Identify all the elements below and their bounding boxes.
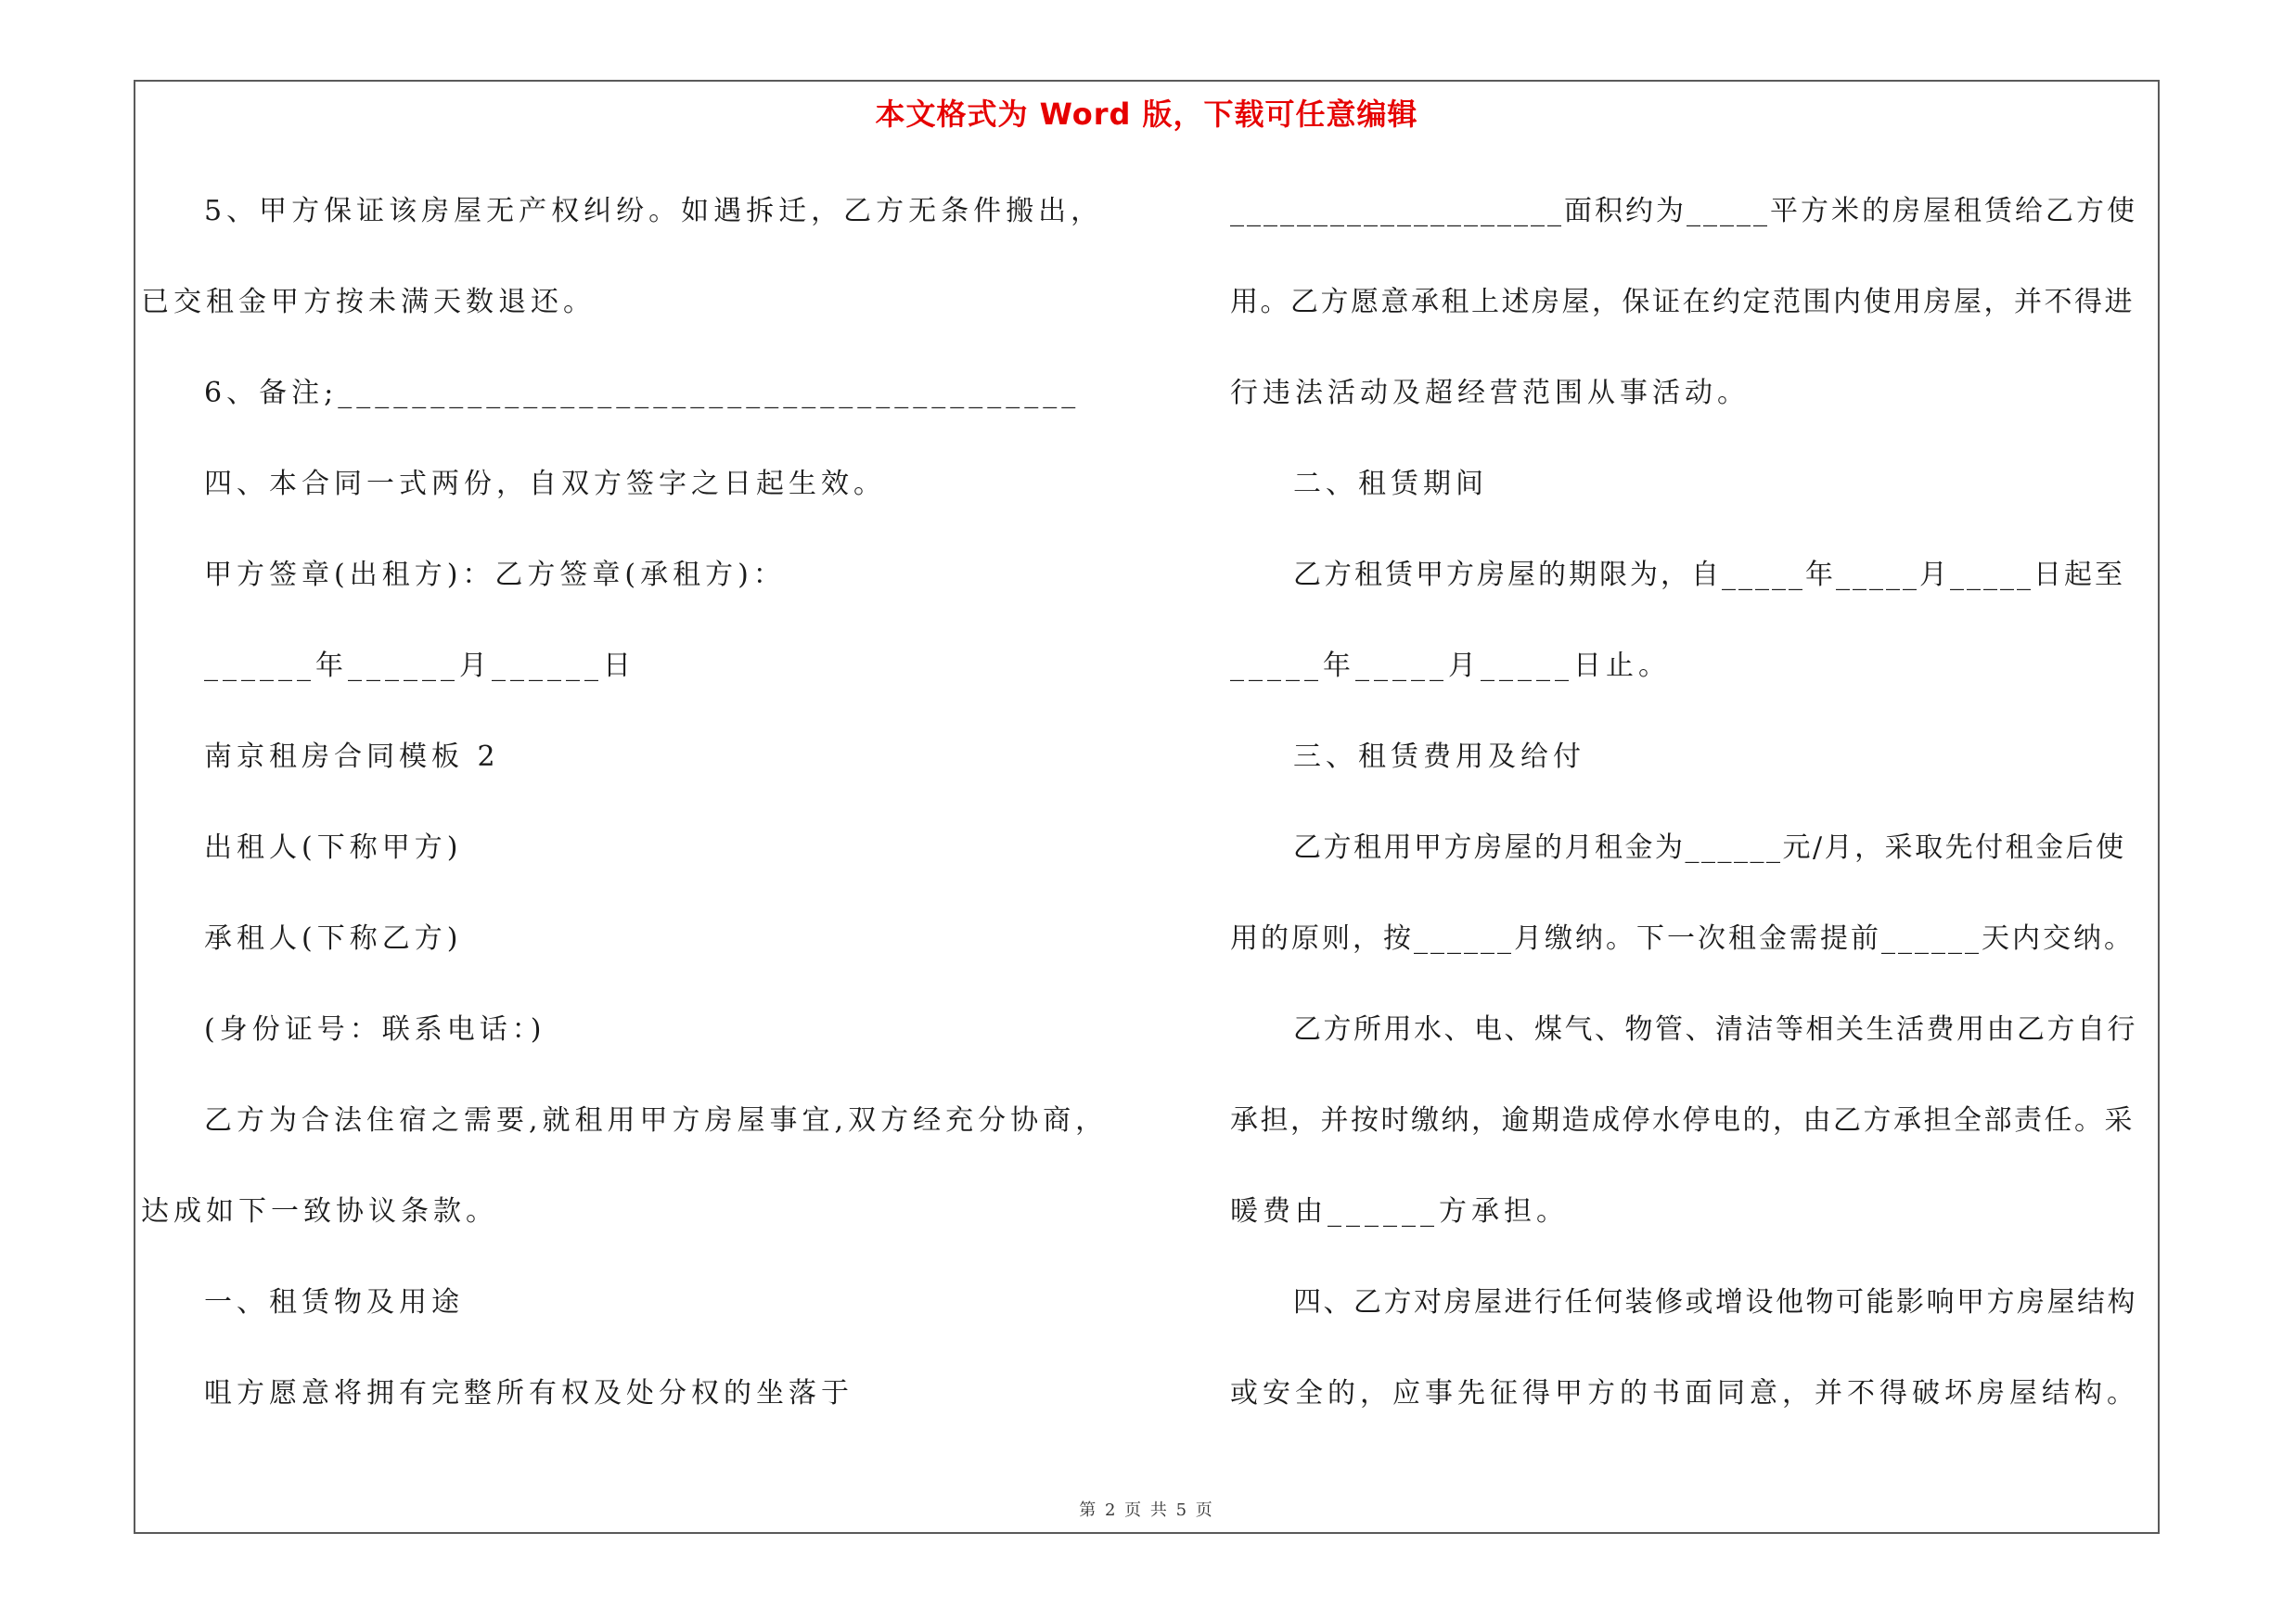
left-line-3: 6、备注;________________________________________: [204, 377, 1081, 409]
right-line-6: _____年_____月_____日止。: [1230, 650, 1671, 682]
left-line-2: 已交租金甲方按未满天数退还。: [141, 286, 596, 318]
right-line-8: 乙方租用甲方房屋的月租金为______元/月，采取先付租金后使: [1293, 831, 2126, 864]
left-line-10: (身份证号：联系电话：): [204, 1013, 546, 1046]
left-line-5: 甲方签章(出租方)：乙方签章(承租方)：: [204, 559, 786, 591]
right-line-1: ____________________面积约为_____平方米的房屋租赁给乙方使: [1230, 195, 2137, 227]
left-line-4: 四、本合同一式两份，自双方签字之日起生效。: [204, 468, 886, 500]
right-line-2: 用。乙方愿意承租上述房屋，保证在约定范围内使用房屋，并不得进: [1230, 286, 2135, 318]
left-line-9: 承租人(下称乙方): [204, 922, 463, 955]
right-line-3: 行违法活动及超经营范围从事活动。: [1230, 377, 1750, 409]
page-number: 第 2 页 共 5 页: [1079, 1501, 1214, 1520]
format-banner: 本文格式为 Word 版，下载可任意编辑: [875, 97, 1418, 132]
right-line-13: 四、乙方对房屋进行任何装修或增设他物可能影响甲方房屋结构: [1293, 1286, 2137, 1319]
left-line-6: ______年______月______日: [204, 650, 635, 682]
right-line-12: 暖费由______方承担。: [1230, 1195, 1569, 1228]
right-line-9: 用的原则，按______月缴纳。下一次租金需提前______天内交纳。: [1230, 922, 2135, 955]
right-line-10: 乙方所用水、电、煤气、物管、清洁等相关生活费用由乙方自行: [1293, 1013, 2137, 1046]
right-line-11: 承担，并按时缴纳，逾期造成停水停电的，由乙方承担全部责任。采: [1230, 1104, 2135, 1137]
left-line-12: 达成如下一致协议条款。: [141, 1195, 498, 1228]
right-line-14: 或安全的，应事先征得甲方的书面同意，并不得破坏房屋结构。: [1230, 1377, 2139, 1410]
right-line-7: 三、租赁费用及给付: [1293, 741, 1585, 773]
left-line-13: 一、租赁物及用途: [204, 1286, 464, 1319]
right-line-4: 二、租赁期间: [1293, 468, 1488, 500]
left-line-14: 咀方愿意将拥有完整所有权及处分权的坐落于: [204, 1377, 853, 1410]
left-line-11: 乙方为合法住宿之需要,就租用甲方房屋事宜,双方经充分协商，: [204, 1104, 1109, 1137]
left-line-8: 出租人(下称甲方): [204, 831, 463, 864]
document-page: [134, 80, 2160, 1534]
left-line-1: 5、甲方保证该房屋无产权纠纷。如遇拆迁，乙方无条件搬出，: [204, 195, 1104, 227]
right-line-5: 乙方租赁甲方房屋的期限为，自_____年_____月_____日起至: [1293, 559, 2125, 591]
left-line-7: 南京租房合同模板 2: [204, 741, 500, 773]
